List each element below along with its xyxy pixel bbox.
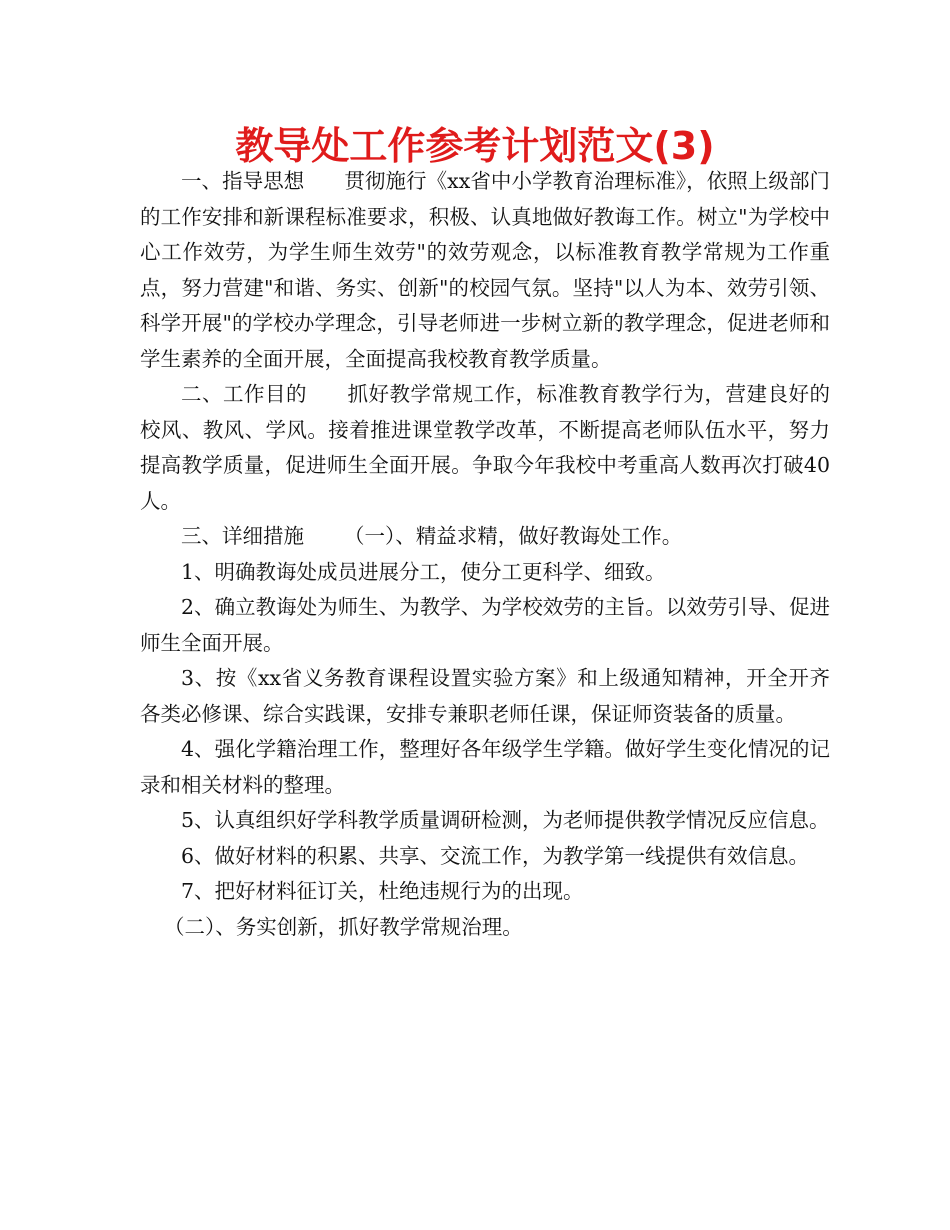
list-item: 3、按《xx省义务教育课程设置实验方案》和上级通知精神，开全开齐各类必修课、综合实践课，安排专兼职老师任课，保证师资装备的质量。 (140, 666, 830, 726)
section-work-goals (140, 377, 830, 519)
section-text: 抓好教学常规工作，标准教育教学行为，营建良好的校风、教风、学风。接着推进课堂教学改革，不断提高老师队伍水平，努力提高教学质量，促进师生全面开展。争取今年我校中考重高人数再次打破40人。 (140, 382, 830, 513)
section-heading: 三、详细措施 (181, 524, 304, 548)
list-item: 2、确立教诲处为师生、为教学、为学校效劳的主旨。以效劳引导、促进师生全面开展。 (140, 595, 830, 655)
section-heading: 二、工作目的 (181, 382, 307, 406)
list-item: 1、明确教诲处成员进展分工，使分工更科学、细致。 (181, 559, 666, 584)
section-text: 贯彻施行《xx省中小学教育治理标准》，依照上级部门的工作安排和新课程标准要求，积极、认真地做好教诲工作。树立"为学校中心工作效劳，为学生师生效劳"的效劳观念，以标准教育教学常规为工作重点，努力营建"和谐、务实、创新"的校园气氛。坚持"以人为本、效劳引领、科学开展"的学校办学理念，引导老师进一步树立新的教学理念，促进老师和学生素养的全面开展，全面提高我校教育教学质量。 (140, 169, 830, 371)
list-item: 6、做好材料的积累、共享、交流工作，为教学第一线提供有效信息。 (181, 843, 810, 868)
section-heading: 一、指导思想 (181, 169, 305, 193)
section-text: （一）、精益求精，做好教诲处工作。 (344, 524, 683, 548)
list-item: 5、认真组织好学科教学质量调研检测，为老师提供教学情况反应信息。 (181, 808, 830, 832)
section-guiding-ideology (140, 164, 830, 377)
list-item: 4、强化学籍治理工作，整理好各年级学生学籍。做好学生变化情况的记录和相关材料的整理。 (140, 737, 830, 797)
document-body (140, 164, 830, 945)
section-measures (140, 519, 830, 555)
document-title: 教导处工作参考计划范文(3) (235, 124, 715, 168)
subsection-heading: （二）、务实创新，抓好教学常规治理。 (164, 914, 523, 939)
list-item: 7、把好材料征订关，杜绝违规行为的出现。 (181, 879, 584, 903)
